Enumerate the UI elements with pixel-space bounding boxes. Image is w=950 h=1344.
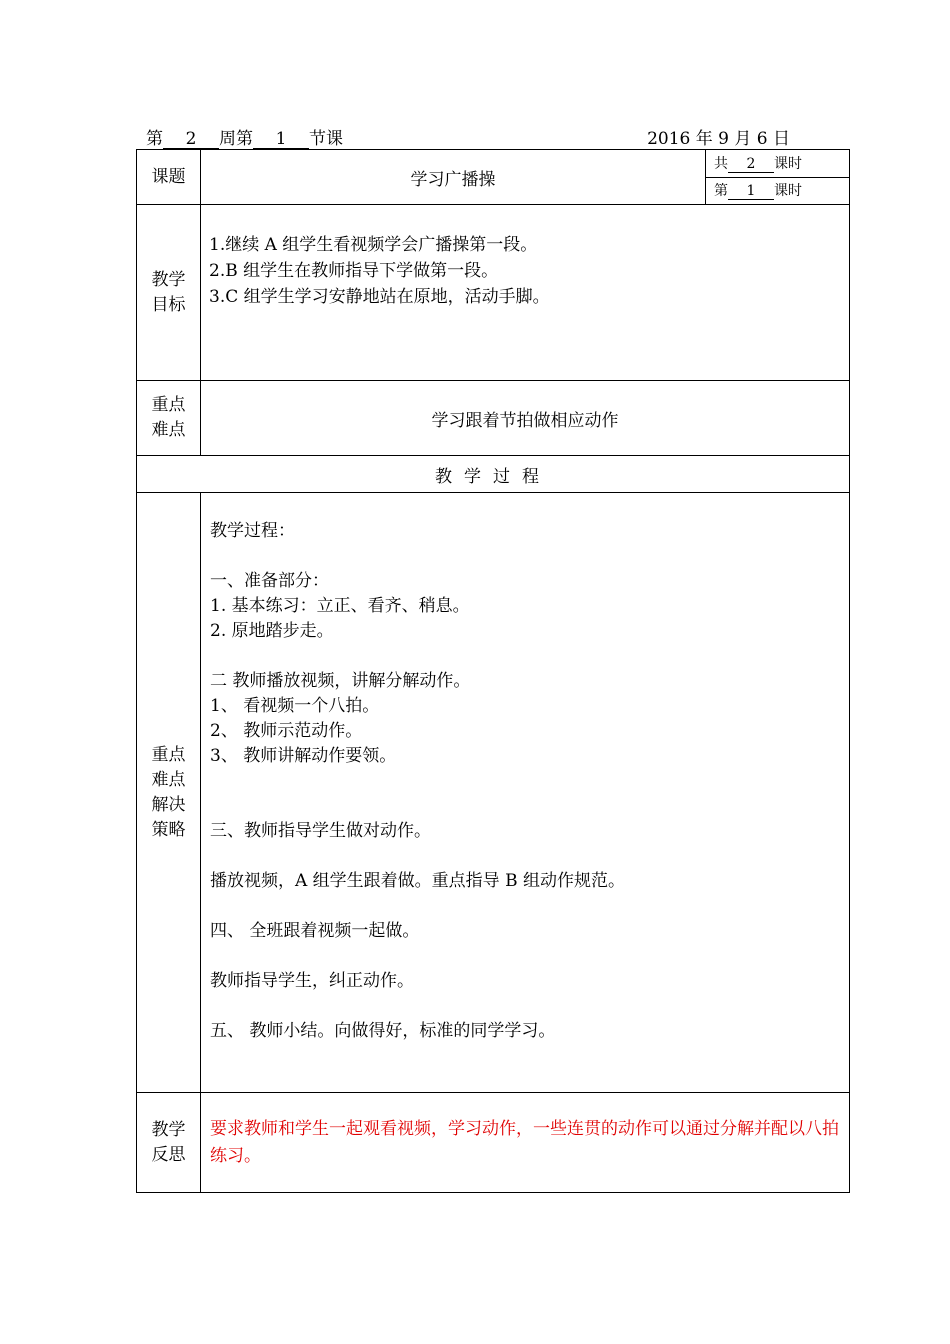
process-title-row <box>137 456 850 493</box>
total-lessons <box>706 151 849 178</box>
strategy-label: 重点难点解决策略 <box>137 493 201 1093</box>
week-suffix: 周第 <box>219 129 253 149</box>
topic-label: 课题 <box>137 150 201 205</box>
lesson-date: 2016 年 9 月 6 日 <box>647 129 790 149</box>
current-prefix: 第 <box>714 182 728 199</box>
lesson-header <box>146 124 848 150</box>
goal-item: 1.继续 A 组学生看视频学会广播操第一段。 <box>209 235 538 255</box>
process-line: 二 教师播放视频，讲解分解动作。 <box>210 671 471 691</box>
week-number: 2 <box>163 130 219 149</box>
process-line: 1、 看视频一个八拍。 <box>210 696 380 716</box>
process-line: 2. 原地踏步走。 <box>210 621 334 641</box>
goals-content <box>201 205 850 381</box>
process-line: 播放视频，A 组学生跟着做。重点指导 B 组动作规范。 <box>210 871 625 891</box>
current-lesson <box>706 178 849 204</box>
key-points-row <box>137 381 850 456</box>
process-line: 一、准备部分： <box>210 571 329 591</box>
goal-item: 3.C 组学生学习安静地站在原地，活动手脚。 <box>209 287 550 307</box>
topic-row <box>137 150 850 205</box>
goals-row <box>137 205 850 381</box>
process-line: 五、 教师小结。向做得好，标准的同学学习。 <box>210 1021 556 1041</box>
process-line: 四、 全班跟着视频一起做。 <box>210 921 420 941</box>
strategy-row <box>137 493 850 1093</box>
process-section-title: 教学过程 <box>137 456 850 493</box>
process-line: 教学过程： <box>210 521 295 541</box>
current-suffix: 课时 <box>774 182 802 199</box>
reflection-label: 教学反思 <box>137 1093 201 1193</box>
reflection-row <box>137 1093 850 1193</box>
process-content <box>201 493 850 1093</box>
lesson-count-cell <box>706 150 850 205</box>
week-lesson-info <box>146 124 343 149</box>
week-prefix: 第 <box>146 129 163 149</box>
reflection-content: 要求教师和学生一起观看视频，学习动作，一些连贯的动作可以通过分解并配以八拍练习。 <box>201 1093 850 1193</box>
lesson-suffix: 节课 <box>309 129 343 149</box>
process-line: 2、 教师示范动作。 <box>210 721 363 741</box>
process-line: 1. 基本练习：立正、看齐、稍息。 <box>210 596 470 616</box>
key-points-label: 重点难点 <box>137 381 201 456</box>
total-prefix: 共 <box>714 155 728 172</box>
process-line: 3、 教师讲解动作要领。 <box>210 746 397 766</box>
key-points-content: 学习跟着节拍做相应动作 <box>201 381 850 456</box>
goal-item: 2.B 组学生在教师指导下学做第一段。 <box>209 261 499 281</box>
total-suffix: 课时 <box>774 155 802 172</box>
topic-value: 学习广播操 <box>201 150 706 205</box>
total-lessons-number: 2 <box>728 156 774 173</box>
process-line: 教师指导学生，纠正动作。 <box>210 971 414 991</box>
current-lesson-number: 1 <box>728 183 774 200</box>
lesson-plan-table <box>136 149 850 1193</box>
process-line: 三、教师指导学生做对动作。 <box>210 821 431 841</box>
goals-label: 教学目标 <box>137 205 201 381</box>
lesson-number: 1 <box>253 130 309 149</box>
